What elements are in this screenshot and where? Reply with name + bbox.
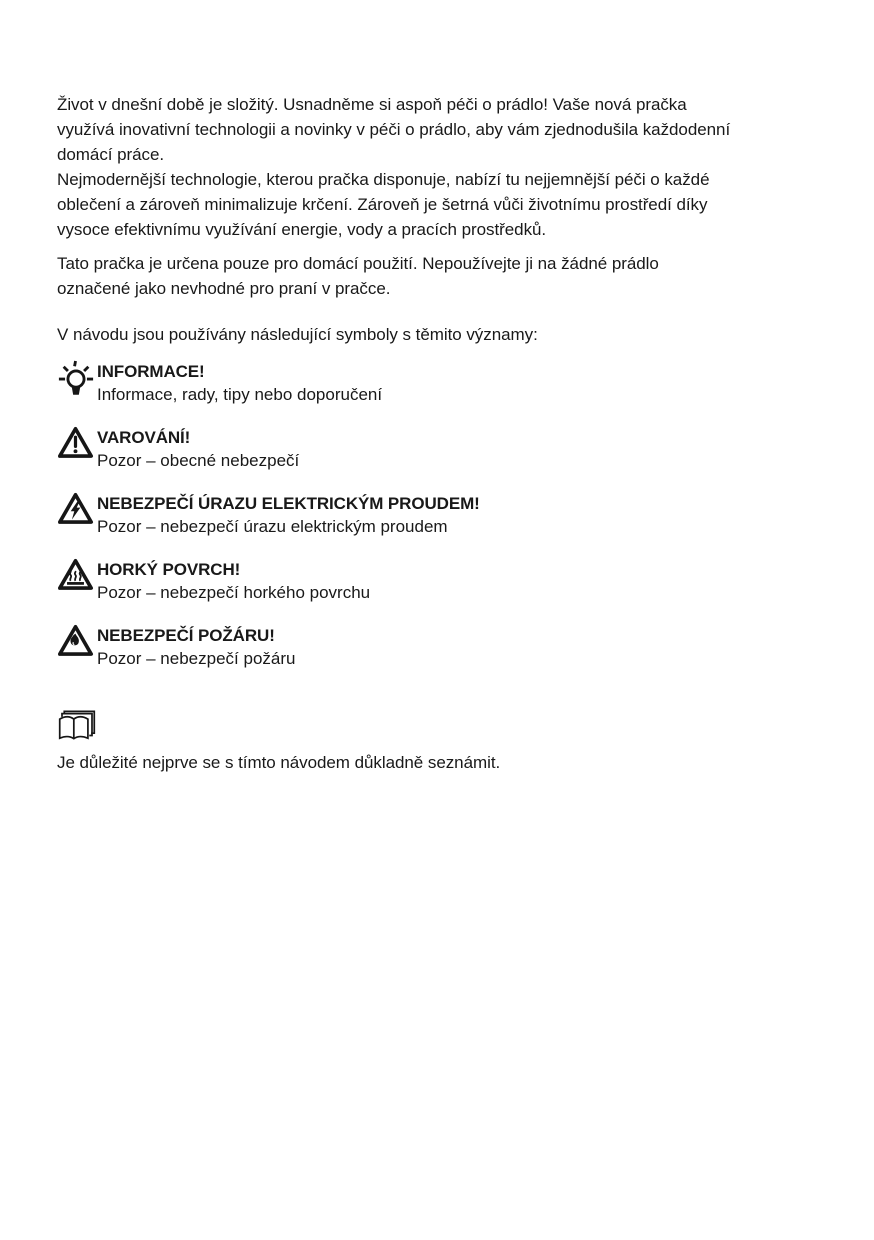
symbol-item-hot-surface <box>57 558 815 604</box>
usage-note-line: Tato pračka je určena pouze pro domácí použití. Nepoužívejte ji na žádné prádlo <box>57 254 659 273</box>
symbol-title: VAROVÁNÍ! <box>97 428 191 447</box>
symbol-description: Pozor – obecné nebezpečí <box>97 451 300 470</box>
symbols-list <box>57 360 815 670</box>
symbol-description: Pozor – nebezpečí požáru <box>97 649 296 668</box>
intro-line: Nejmodernější technologie, kterou pračka disponuje, nabízí tu nejjemnější péči o každé <box>57 170 710 189</box>
symbol-item-fire <box>57 624 815 670</box>
symbol-text <box>97 492 480 538</box>
warning-triangle-icon <box>57 425 97 459</box>
symbol-description: Pozor – nebezpečí úrazu elektrickým proudem <box>97 517 448 536</box>
symbol-text <box>97 426 299 472</box>
open-book-icon <box>57 729 97 746</box>
symbol-title: NEBEZPEČÍ ÚRAZU ELEKTRICKÝM PROUDEM! <box>97 494 480 513</box>
symbol-text <box>97 624 295 670</box>
symbol-text <box>97 360 382 406</box>
manual-note-text: Je důležité nejprve se s tímto návodem důkladně seznámit. <box>57 753 501 772</box>
symbol-title: INFORMACE! <box>97 362 205 381</box>
usage-note <box>57 251 815 301</box>
electric-shock-triangle-icon <box>57 491 97 525</box>
symbol-item-warning <box>57 426 815 472</box>
info-bulb-icon <box>57 359 97 401</box>
symbols-intro: V návodu jsou používány následující symboly s těmito významy: <box>57 325 538 344</box>
hot-surface-triangle-icon <box>57 557 97 591</box>
intro-line: domácí práce. <box>57 145 165 164</box>
symbol-description: Informace, rady, tipy nebo doporučení <box>97 385 383 404</box>
symbol-item-information <box>57 360 815 406</box>
usage-note-line: označené jako nevhodné pro praní v pračce. <box>57 279 391 298</box>
intro-line: Život v dnešní době je složitý. Usnadněme si aspoň péči o prádlo! Vaše nová pračka <box>57 95 687 114</box>
symbol-title: HORKÝ POVRCH! <box>97 560 241 579</box>
symbol-description: Pozor – nebezpečí horkého povrchu <box>97 583 371 602</box>
fire-triangle-icon <box>57 623 97 657</box>
manual-note <box>57 708 815 775</box>
symbol-item-electric <box>57 492 815 538</box>
intro-line: oblečení a zároveň minimalizuje krčení. Zároveň je šetrná vůči životnímu prostředí díky <box>57 195 708 214</box>
symbol-title: NEBEZPEČÍ POŽÁRU! <box>97 626 275 645</box>
intro-paragraph <box>57 92 815 242</box>
intro-line: využívá inovativní technologii a novinky v péči o prádlo, aby vám zjednodušila každodenní <box>57 120 731 139</box>
intro-line: vysoce efektivnímu využívání energie, vody a pracích prostředků. <box>57 220 547 239</box>
symbol-text <box>97 558 370 604</box>
